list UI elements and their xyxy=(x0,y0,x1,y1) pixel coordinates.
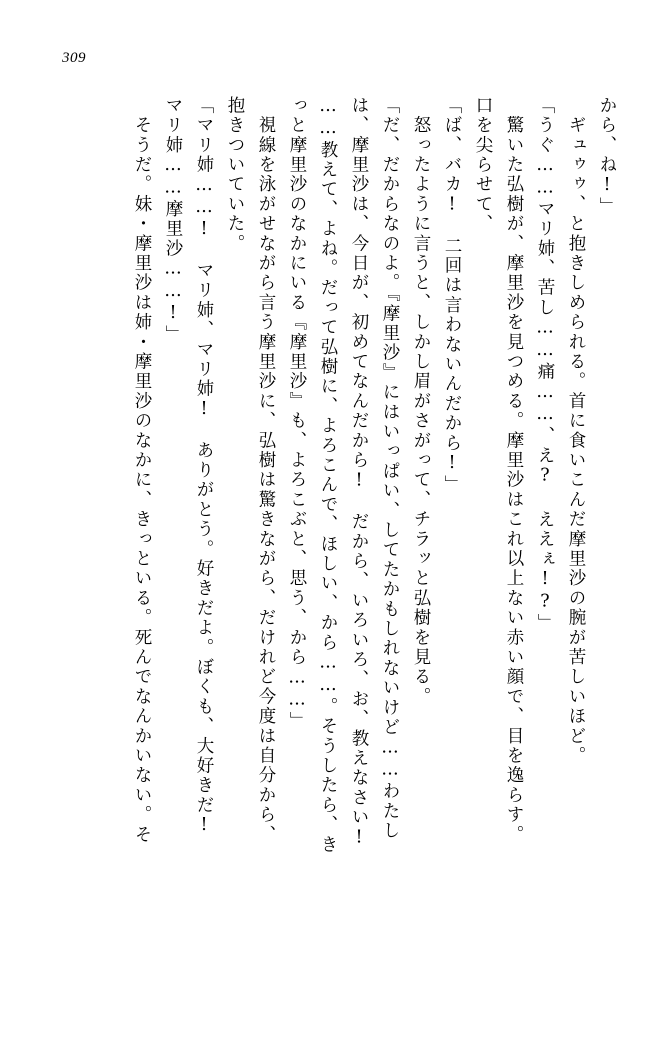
text-line: 「ば、バカ! 二回は言わないんだから!」 xyxy=(442,96,462,495)
text-line: 怒ったように言うと、しかし眉がさがって、チラッと弘樹を見る。 xyxy=(411,96,431,707)
text-line: 「だ、だからなのよ。『摩里沙』にはいっぱい、してたかもしれないけど……わたし xyxy=(380,96,400,841)
page-number: 309 xyxy=(62,50,86,66)
text-line: 「うぐ……マリ姉、苦し……痛……、え? ええぇ!?」 xyxy=(535,96,555,634)
text-line: 口を尖らせて、 xyxy=(473,96,493,234)
text-line: マリ姉……摩里沙……!」 xyxy=(163,96,183,345)
text-line: 視線を泳がせながら言う摩里沙に、弘樹は驚きながら、だけれど今度は自分から、 xyxy=(256,96,276,845)
text-line: そうだ。妹・摩里沙は姉・摩里沙のなかに、きっといる。死んでなんかいない。そ xyxy=(132,96,152,845)
text-line: ギュゥゥ、と抱きしめられる。首に食いこんだ摩里沙の腕が苦しいほど。 xyxy=(566,96,586,766)
text-line: から、ね!」 xyxy=(597,96,617,217)
text-line: 「マリ姉……! マリ姉、マリ姉! ありがとう。好きだよ。ぼくも、大好きだ! xyxy=(194,96,214,838)
text-line: 抱きついていた。 xyxy=(225,96,245,254)
text-line: は、摩里沙は、今日が、初めてなんだから! だから、いろいろ、お、教えなさい! xyxy=(349,96,369,850)
vertical-text-body xyxy=(56,96,622,1006)
text-line: 驚いた弘樹が、摩里沙を見つめる。摩里沙はこれ以上ない赤い顔で、目を逸らす。 xyxy=(504,96,524,845)
text-line: ……教えて、よね。だって弘樹に、よろこんで、ほしい、から……。そうしたら、き xyxy=(318,96,338,855)
text-line: っと摩里沙のなかにいる『摩里沙』も、よろこぶと、思う、から……」 xyxy=(287,96,307,732)
